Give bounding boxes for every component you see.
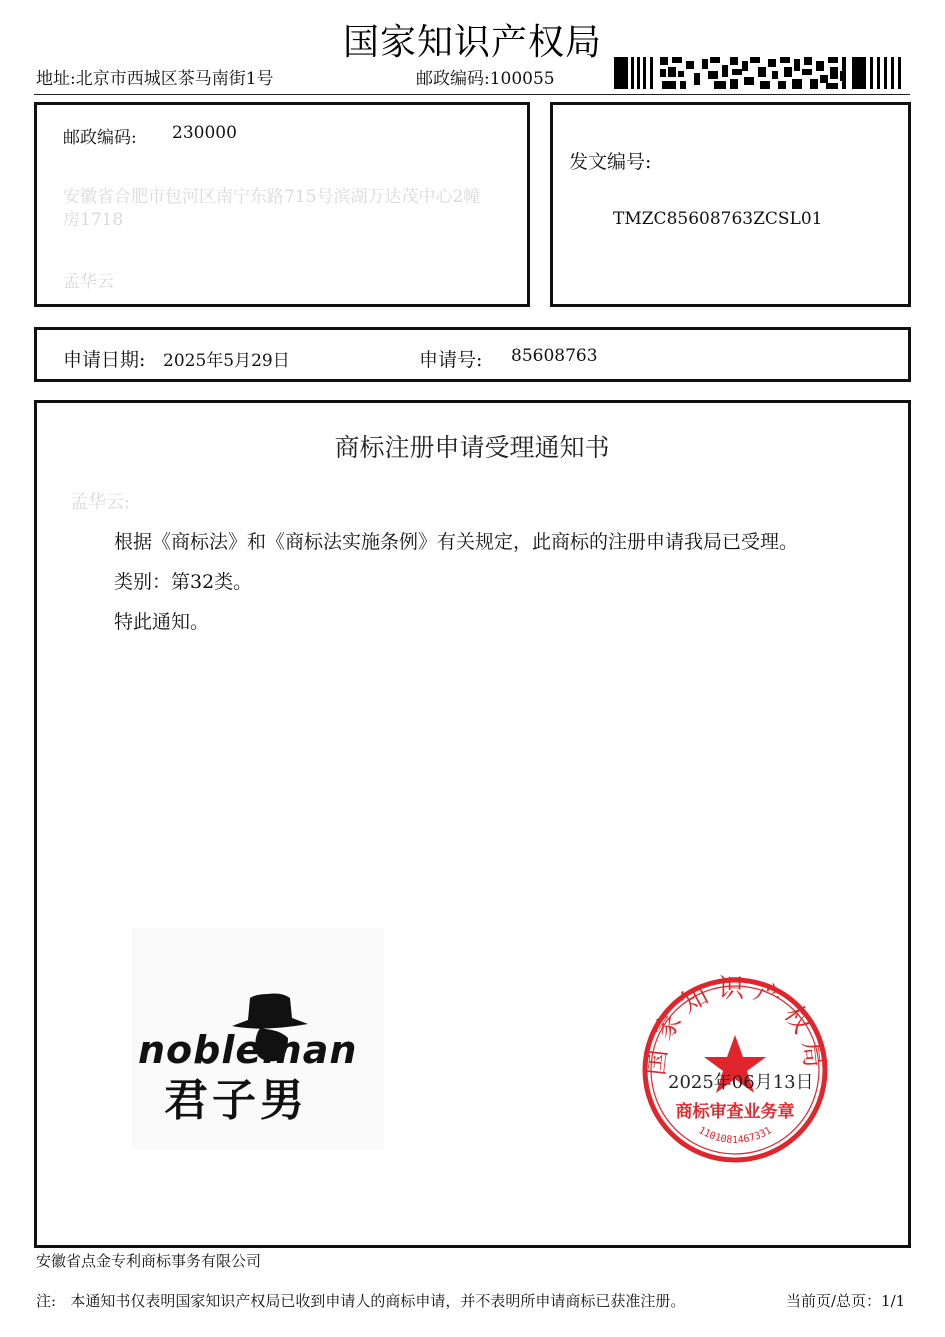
issue-date: 2025年06月13日: [668, 1072, 814, 1093]
footer-agency: 安徽省点金专利商标事务有限公司: [36, 1252, 262, 1270]
seal-ring-text: 国家知识产权局: [640, 975, 830, 1077]
barcode: [614, 57, 904, 89]
application-number: 85608763: [511, 346, 598, 366]
seal-serial: 1101081467331: [696, 1125, 774, 1146]
notice-line-1: 根据《商标法》和《商标法实施条例》有关规定，此商标的注册申请我局已受理。: [114, 531, 799, 553]
doc-number-label: 发文编号:: [569, 151, 652, 173]
trademark-chinese: 君子男: [164, 1075, 308, 1126]
notice-salutation: 孟华云:: [70, 492, 131, 513]
recipient-address: 安徽省合肥市包河区南宁东路715号滨湖万达茂中心2幢: [63, 187, 481, 207]
recipient-postcode-label: 邮政编码:: [63, 128, 137, 148]
notice-title: 商标注册申请受理通知书: [334, 433, 610, 462]
office-title: 国家知识产权局: [342, 22, 602, 63]
trademark-image: [132, 928, 384, 1150]
doc-number-box: [550, 102, 911, 307]
application-date: 2025年5月29日: [163, 351, 290, 371]
application-date-label: 申请日期:: [63, 349, 146, 371]
application-box: [34, 327, 911, 382]
recipient-box: [34, 102, 530, 307]
footer-page: 当前页/总页：1/1: [786, 1292, 906, 1310]
seal-center-text: 商标审查业务章: [675, 1102, 795, 1122]
office-postcode: 邮政编码:100055: [416, 69, 555, 89]
trademark-latin: nobleman: [138, 1028, 358, 1072]
application-number-label: 申请号:: [419, 349, 483, 371]
notice-line-2: 类别：第32类。: [114, 571, 253, 593]
footer-note: 注: 本通知书仅表明国家知识产权局已收到申请人的商标申请，并不表明所申请商标已获准注册。: [36, 1292, 686, 1310]
doc-number-value: TMZC85608763ZCSL01: [613, 209, 823, 229]
notice-line-3: 特此通知。: [114, 611, 210, 633]
recipient-name: 孟华云: [63, 272, 114, 292]
recipient-postcode: 230000: [172, 123, 237, 143]
header-rule: [34, 94, 910, 95]
recipient-address-2: 房1718: [63, 210, 124, 230]
office-address: 地址:北京市西城区茶马南街1号: [36, 69, 274, 89]
